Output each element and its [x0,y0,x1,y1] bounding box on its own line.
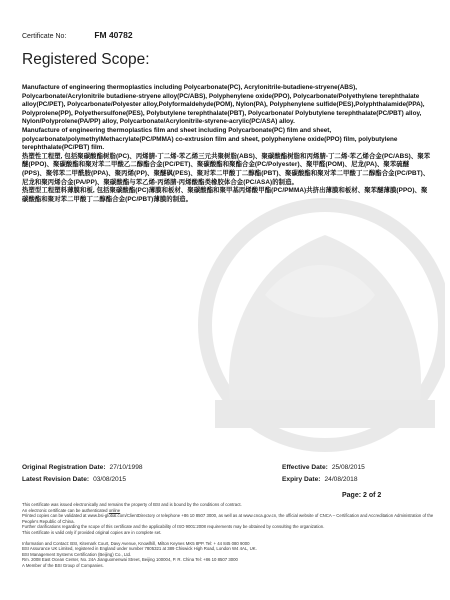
scope-cn-paragraph-1: 热塑性工程塑, 包括聚碳酸酯树脂(PC)、丙烯腈-丁二烯-苯乙烯三元共聚树脂(ABS)、聚碳酸酯树脂和丙烯腈-丁二烯-苯乙烯合金(PC/ABS)、聚苯醚(PPO)、聚碳酸酯和聚对苯二甲酸乙二醇酯合金(PC/PET)、聚碳酸酯和聚酯合金(PC/Polyester)、聚甲醛(POM)、尼龙(PA)、聚苯硫醚(PPS)、聚邻苯二甲酰胺(PPA)、聚丙烯(PP)、聚醚砜(PES)、聚对苯二甲酸丁二醇酯(PBT)、聚碳酸酯和聚对苯二甲酸丁二醇酯合金(PC/PBT)、尼龙和聚丙烯合金(PA/PP)、聚碳酸酯与苯乙烯-丙烯腈-丙烯酸酯类橡胶体合金(PC/ASA)的制造。 [22,152,431,186]
fine-print-line: An electronic certificate can be authenticated online [22,507,121,513]
page-number: Page: 2 of 2 [342,492,382,499]
expiry-date: Expiry Date: 24/08/2018 [282,475,358,483]
address-line: Rm. 2008 East Ocean Center, No. 24A Jianguomenwai Street, Beijing 100004, P. R. China Tel: +86 10 8507 3000 [22,557,238,563]
address-line: Information and Contact: BSI, Kitemark Court, Davy Avenue, Knowlhill, Milton Keynes MK5 8PP. Tel: + 44 845 080 9000 [22,540,250,546]
effective-date: Effective Date: 25/08/2015 [282,464,365,471]
address-line: BSI Assurance UK Limited, registered in England under number 7805321 at 389 Chiswick High Road, London W4 4AL, UK. [22,546,257,552]
certificate-number-value: FM 40782 [94,30,133,40]
validity-dates [282,462,365,485]
fine-print-line: This certificate is valid only if provided original copies are in complete set. [22,529,162,535]
scope-cn-paragraph-2: 热塑型工程塑料薄膜和板, 包括聚碳酸酯(PC)薄膜和板材、聚碳酸酯和聚甲基丙烯酸甲酯(PC/PMMA)共挤出薄膜和板材、聚苯醚薄膜(PPO)、聚碳酸酯和聚对苯二甲酸丁二醇酯合金(PC/PBT)薄膜的制造。 [22,187,428,203]
scope-en-paragraph-2: Manufacture of engineering thermoplastics film and sheet including Polycarbonate(PC) film and sheet, polycarbonate/polymethylMethacrylate(PC/PMMA) co-extrusion film and sheet, polyphenylene oxide(PPO) film, polybutylene terephthalate(PC/PBT) film. [22,126,398,152]
registration-dates [22,462,143,485]
registered-scope-text [22,84,432,204]
address-line: BSI Management Systems Certification (Beijing) Co., Ltd. [22,551,132,557]
bsi-crest-watermark-icon [175,175,445,475]
latest-revision-date: Latest Revision Date: 03/08/2015 [22,475,127,483]
scope-en-paragraph-1: Manufacture of engineering thermoplastics including Polycarbonate(PC), Acrylonitrile-butadiene-stryene(ABS), Polycarbonate/Acrylonitrile butadiene-stryene alloy(PC/ABS), Polyphenylene oxide(PPO), Polycarbonate/Polyethylene terephthalate alloy(PC/PET), Polycarbonate/Polyester alloy,Polyformaldehyde(POM), Nylon(PA), Polyphenylene sulfide(PES),Polyphthalamide(PPA), Polyprolene(PP), Polyethersulfone(PES), Polybutylene terephthalate(PBT), Polycarbonate/ Polybutylene terephthalate(PC/PBT) alloy, Nylon/Polyprolene(PA/PP) alloy, Polycarbonate/Acrylonitrile-styrene-acrylic(PC/ASA) alloy. [22,84,425,126]
address-line: A Member of the BSI Group of Companies. [22,562,104,568]
fine-print-line: Printed copies can be validated at www.bsi-global.com/ClientDirectory or telephone +86 10 8507 3000, as well as at www.cnca.gov.cn, the official website of CNCA – Certification and Accreditation Administration of the People's Republic of China. [22,513,434,524]
fine-print-line: This certificate was issued electronically and remains the property of BSI and is bound by the conditions of contract. [22,502,242,507]
certificate-number-label: Certificate No: [22,33,67,40]
original-registration-date: Original Registration Date: 27/10/1998 [22,464,143,471]
certificate-number [22,30,133,40]
fine-print-line: Further clarifications regarding the scope of this certificate and the applicability of ISO 9001:2008 requirements may be obtained by consulting the organization. [22,524,325,530]
fine-print [22,502,437,569]
online-authentication-link[interactable]: online [108,507,121,513]
page-title: Registered Scope: [22,51,150,68]
